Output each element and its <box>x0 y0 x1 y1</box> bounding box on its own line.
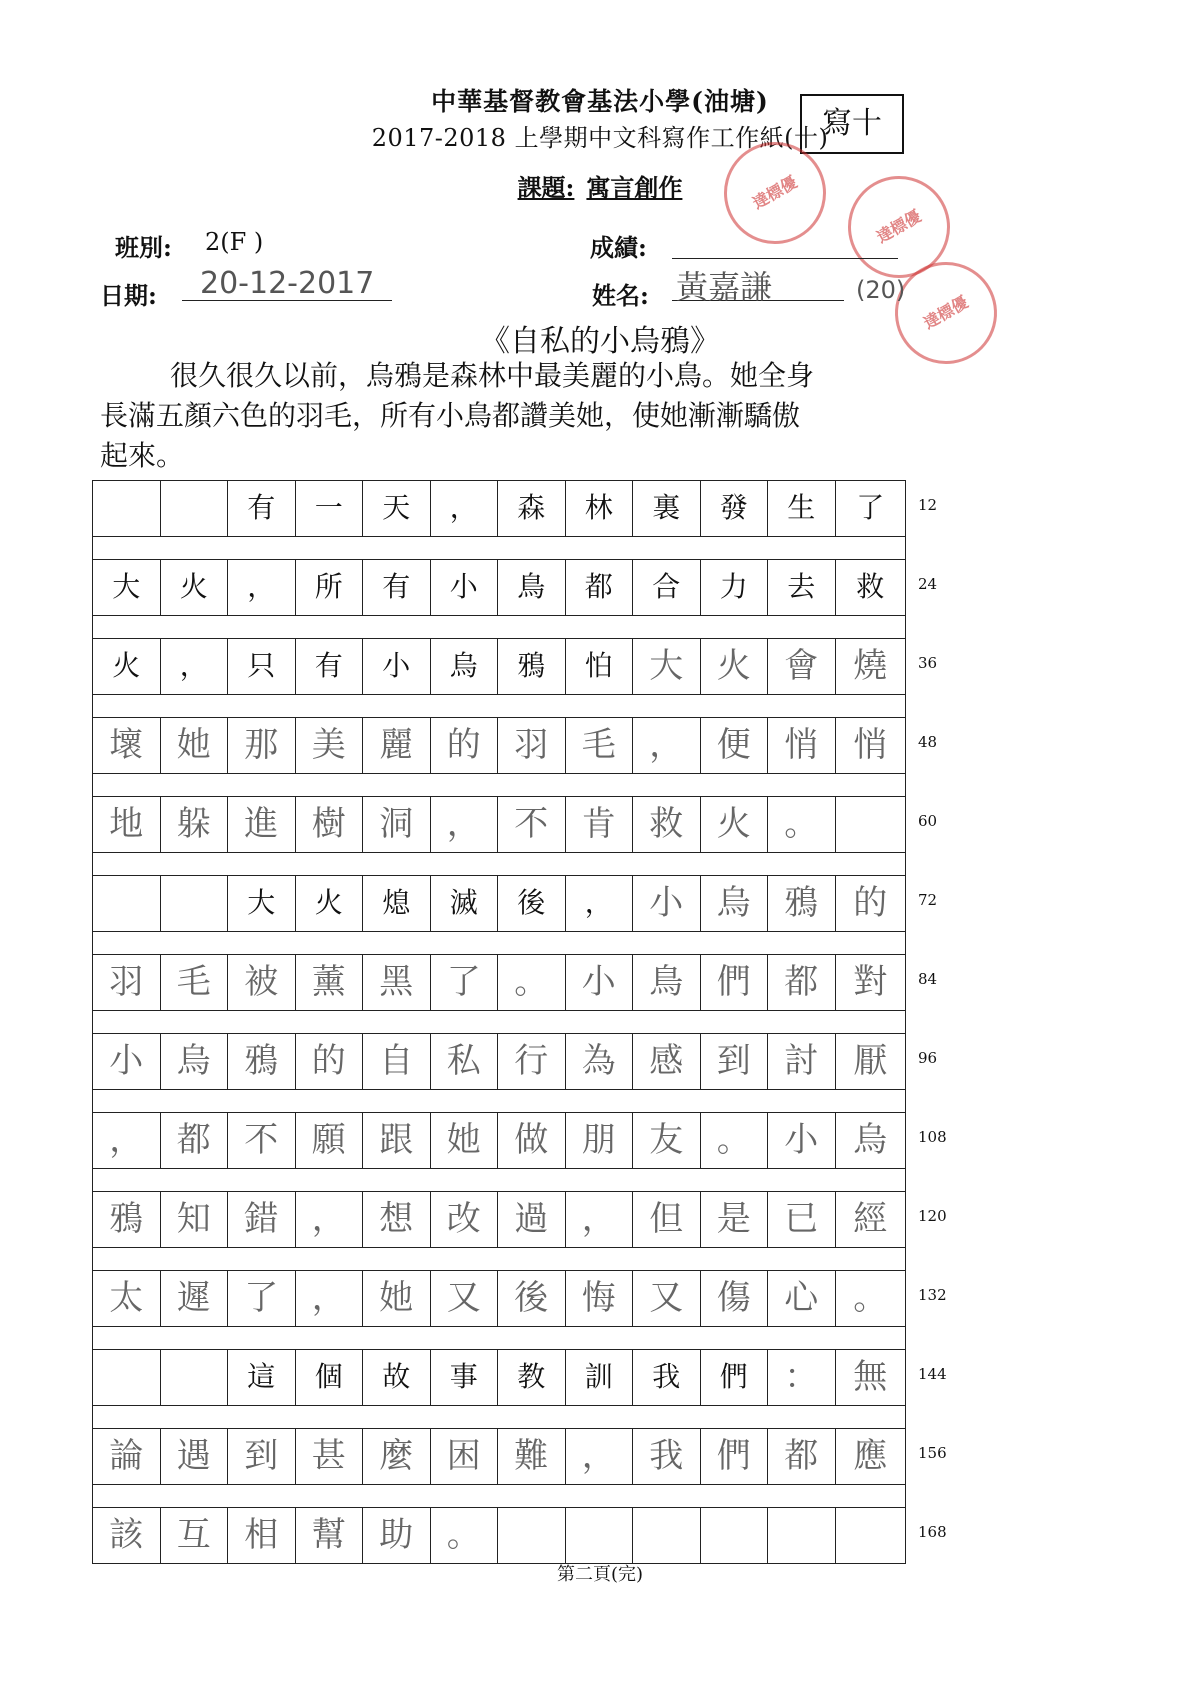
grid-cell <box>633 1508 701 1563</box>
grid-cell: ， <box>566 876 634 931</box>
class-value: 2(F ) <box>205 228 264 256</box>
grid-cell: 發 <box>701 481 769 536</box>
grid-cell: 故 <box>363 1350 431 1405</box>
grid-cell: 自 <box>363 1034 431 1089</box>
grid-cell: 的 <box>853 883 888 923</box>
grid-row-gap <box>92 1011 906 1034</box>
grid-row <box>92 481 906 537</box>
grid-cell: 大 <box>228 876 296 931</box>
grid-row <box>92 1034 906 1090</box>
grid-cell: 了 <box>856 491 885 524</box>
grid-cell: 羽 <box>93 955 161 1010</box>
grid-cell: 有 <box>363 560 431 615</box>
teacher-stamp-3: 達標優 <box>876 243 1015 382</box>
grid-cell: 大 <box>93 560 161 615</box>
grid-cell: 麗 <box>363 718 431 773</box>
grid-row <box>92 876 906 932</box>
grid-row <box>92 1350 906 1406</box>
grid-row-gap <box>92 695 906 718</box>
grid-cell: 。 <box>768 797 836 852</box>
grid-cell: 鳥 <box>498 560 566 615</box>
grid-cell: 羽 <box>498 718 566 773</box>
grid-cell: 們 <box>701 955 769 1010</box>
grid-cell: 小 <box>566 955 634 1010</box>
grid-cell: 她 <box>161 718 229 773</box>
grid-cell: 那 <box>228 718 296 773</box>
char-count: 36 <box>918 654 938 672</box>
grid-cell: 甚 <box>296 1429 364 1484</box>
story-title: 《自私的小烏鴉》 <box>480 324 720 359</box>
grid-cell: 悄 <box>853 725 888 765</box>
grid-cell: 她 <box>431 1113 499 1168</box>
grid-cell: 進 <box>228 797 296 852</box>
grid-row-gap <box>92 774 906 797</box>
grid-cell: 不 <box>228 1113 296 1168</box>
grid-row-gap <box>92 1327 906 1350</box>
grid-cell: 烏 <box>161 1034 229 1089</box>
char-count: 144 <box>918 1365 947 1383</box>
grid-row-gap <box>92 1406 906 1429</box>
grid-cell: 後 <box>498 876 566 931</box>
intro-line-3: 起來。 <box>100 439 185 472</box>
grid-cell: 去 <box>768 560 836 615</box>
class-label: 班別: <box>115 233 172 262</box>
grid-cell: 怕 <box>566 639 634 694</box>
grid-cell <box>498 1508 566 1563</box>
char-count: 84 <box>918 970 938 988</box>
grid-cell: 有 <box>296 639 364 694</box>
grid-cell: 幫 <box>296 1508 364 1563</box>
grid-cell: 做 <box>498 1113 566 1168</box>
grid-cell: ， <box>633 718 701 773</box>
grid-row-gap <box>92 932 906 955</box>
grid-cell: 遇 <box>161 1429 229 1484</box>
grid-cell: 。 <box>701 1113 769 1168</box>
page-footer: 第二頁(完) <box>556 1564 644 1585</box>
grid-cell: 互 <box>161 1508 229 1563</box>
grid-cell: 又 <box>633 1271 701 1326</box>
grid-cell: 這 <box>228 1350 296 1405</box>
grid-cell: 們 <box>701 1429 769 1484</box>
grid-cell <box>566 1508 634 1563</box>
grid-row <box>92 797 906 853</box>
grid-cell: 都 <box>161 1113 229 1168</box>
grid-cell: 滅 <box>431 876 499 931</box>
grid-cell: 悔 <box>566 1271 634 1326</box>
char-count: 120 <box>918 1207 947 1225</box>
grid-cell: 地 <box>93 797 161 852</box>
name-label: 姓名: <box>592 281 649 310</box>
grid-cell: 過 <box>498 1192 566 1247</box>
grid-cell: 都 <box>768 1429 836 1484</box>
score-label: 成績: <box>590 233 647 262</box>
grid-cell: 行 <box>498 1034 566 1089</box>
grid-cell <box>836 1508 906 1563</box>
grid-cell: 傷 <box>701 1271 769 1326</box>
grid-cell: 是 <box>701 1192 769 1247</box>
grid-cell: ， <box>93 1113 161 1168</box>
grid-cell: 應 <box>853 1436 888 1476</box>
student-number: (20) <box>856 276 906 304</box>
topic-line <box>0 168 1200 203</box>
char-count: 24 <box>918 575 938 593</box>
char-count: 48 <box>918 733 938 751</box>
grid-cell: 鴉 <box>228 1034 296 1089</box>
grid-cell: 烏 <box>431 639 499 694</box>
grid-cell: 小 <box>633 876 701 931</box>
grid-cell: 鳥 <box>633 955 701 1010</box>
char-count: 132 <box>918 1286 947 1304</box>
grid-row-gap <box>92 1485 906 1508</box>
grid-row <box>92 1271 906 1327</box>
teacher-stamp-2: 達標優 <box>829 157 968 296</box>
grid-cell: 小 <box>363 639 431 694</box>
grid-cell: 的 <box>431 718 499 773</box>
grid-row-gap <box>92 616 906 639</box>
grid-cell: 到 <box>701 1034 769 1089</box>
grid-cell: 小 <box>431 560 499 615</box>
grid-row <box>92 1429 906 1485</box>
grid-cell: 大 <box>633 639 701 694</box>
grid-cell: ， <box>296 1192 364 1247</box>
grid-cell: 火 <box>701 639 769 694</box>
grid-row <box>92 1192 906 1248</box>
grid-cell: 小 <box>93 1034 161 1089</box>
char-count: 108 <box>918 1128 947 1146</box>
name-value: 黃嘉謙 <box>676 268 773 306</box>
grid-cell: 感 <box>633 1034 701 1089</box>
grid-cell: 事 <box>431 1350 499 1405</box>
grid-cell: 薰 <box>296 955 364 1010</box>
grid-cell: 教 <box>498 1350 566 1405</box>
grid-cell <box>93 876 161 931</box>
grid-cell: 跟 <box>363 1113 431 1168</box>
intro-line-2: 長滿五顏六色的羽毛，所有小鳥都讚美她，使她漸漸驕傲 <box>100 399 801 432</box>
grid-cell: 朋 <box>566 1113 634 1168</box>
grid-cell: 助 <box>363 1508 431 1563</box>
grid-cell: 友 <box>633 1113 701 1168</box>
grid-cell: 合 <box>633 560 701 615</box>
grid-cell: 火 <box>701 797 769 852</box>
date-value: 20-12-2017 <box>200 266 375 301</box>
grid-cell: 火 <box>296 876 364 931</box>
grid-cell: 了 <box>431 955 499 1010</box>
grid-cell: 。 <box>431 1508 499 1563</box>
grid-cell: 厭 <box>853 1041 888 1081</box>
grid-cell <box>93 1350 161 1405</box>
char-count: 96 <box>918 1049 938 1067</box>
grid-cell: 都 <box>566 560 634 615</box>
grid-cell: 會 <box>768 639 836 694</box>
grid-cell: 論 <box>93 1429 161 1484</box>
grid-cell: 後 <box>498 1271 566 1326</box>
intro-line-1: 很久很久以前，烏鴉是森林中最美麗的小鳥。她全身 <box>170 359 815 392</box>
topic-value: 寓言創作 <box>586 173 683 202</box>
grid-cell: 只 <box>228 639 296 694</box>
grid-cell: ， <box>431 797 499 852</box>
grid-cell: 烏 <box>701 876 769 931</box>
grid-cell: 不 <box>498 797 566 852</box>
char-count: 156 <box>918 1444 947 1462</box>
grid-row-gap <box>92 537 906 560</box>
grid-cell: 們 <box>701 1350 769 1405</box>
grid-cell: 毛 <box>161 955 229 1010</box>
grid-cell: 燒 <box>853 646 888 686</box>
char-count: 72 <box>918 891 938 909</box>
grid-row-gap <box>92 1169 906 1192</box>
grid-cell: ， <box>566 1192 634 1247</box>
grid-cell: 毛 <box>566 718 634 773</box>
grid-row-gap <box>92 853 906 876</box>
grid-cell: 私 <box>431 1034 499 1089</box>
grid-cell: 林 <box>566 481 634 536</box>
grid-row <box>92 639 906 695</box>
grid-cell: 難 <box>498 1429 566 1484</box>
grid-cell: 討 <box>768 1034 836 1089</box>
grid-cell: 無 <box>853 1357 888 1397</box>
grid-cell: 天 <box>363 481 431 536</box>
grid-cell: 困 <box>431 1429 499 1484</box>
grid-cell: 。 <box>853 1278 888 1318</box>
grid-cell: ， <box>431 481 499 536</box>
grid-cell: ： <box>768 1350 836 1405</box>
grid-cell: 願 <box>296 1113 364 1168</box>
grid-cell: 都 <box>768 955 836 1010</box>
grid-cell: 的 <box>296 1034 364 1089</box>
grid-cell: 了 <box>228 1271 296 1326</box>
grid-row <box>92 1508 906 1564</box>
teacher-stamp-1: 達標優 <box>705 123 844 262</box>
grid-cell: 我 <box>633 1350 701 1405</box>
grid-cell: 裏 <box>633 481 701 536</box>
grid-cell: ， <box>566 1429 634 1484</box>
grid-row-gap <box>92 1090 906 1113</box>
grid-cell: ， <box>161 639 229 694</box>
grid-cell <box>768 1508 836 1563</box>
grid-cell: 有 <box>228 481 296 536</box>
grid-cell: 黑 <box>363 955 431 1010</box>
grid-cell: 鴉 <box>93 1192 161 1247</box>
char-count: 60 <box>918 812 938 830</box>
grid-cell: 被 <box>228 955 296 1010</box>
score-field <box>672 228 898 259</box>
grid-cell: 小 <box>768 1113 836 1168</box>
grid-row <box>92 1113 906 1169</box>
grid-cell: 遲 <box>161 1271 229 1326</box>
grid-cell: 火 <box>161 560 229 615</box>
grid-cell: 熄 <box>363 876 431 931</box>
grid-cell: 已 <box>768 1192 836 1247</box>
grid-cell: 為 <box>566 1034 634 1089</box>
worksheet-code-box: 寫十 <box>800 94 904 154</box>
grid-row <box>92 718 906 774</box>
grid-cell: 個 <box>296 1350 364 1405</box>
school-name: 中華基督教會基法小學(油塘) <box>431 87 769 116</box>
writing-grid <box>92 480 906 1564</box>
topic-label: 課題: <box>517 173 575 202</box>
grid-cell: 相 <box>228 1508 296 1563</box>
grid-cell: ， <box>228 560 296 615</box>
grid-cell: 樹 <box>296 797 364 852</box>
grid-cell: 救 <box>856 570 885 603</box>
grid-cell: 但 <box>633 1192 701 1247</box>
grid-cell: 經 <box>853 1199 888 1239</box>
grid-cell: 到 <box>228 1429 296 1484</box>
grid-cell: 洞 <box>363 797 431 852</box>
grid-cell: 火 <box>93 639 161 694</box>
grid-cell: 她 <box>363 1271 431 1326</box>
grid-cell: 麼 <box>363 1429 431 1484</box>
grid-cell <box>161 1350 229 1405</box>
grid-cell: 悄 <box>768 718 836 773</box>
grid-cell: 訓 <box>566 1350 634 1405</box>
story-intro <box>100 356 940 476</box>
grid-cell: 錯 <box>228 1192 296 1247</box>
grid-cell: 美 <box>296 718 364 773</box>
grid-cell: 知 <box>161 1192 229 1247</box>
worksheet-title: 2017-2018 上學期中文科寫作工作紙(十) <box>371 124 829 152</box>
grid-cell: 救 <box>633 797 701 852</box>
grid-cell: 烏 <box>853 1120 888 1160</box>
grid-cell: 一 <box>296 481 364 536</box>
grid-cell: 改 <box>431 1192 499 1247</box>
grid-cell: 力 <box>701 560 769 615</box>
grid-cell: 對 <box>853 962 888 1002</box>
grid-cell: 所 <box>296 560 364 615</box>
grid-cell <box>93 481 161 536</box>
char-count: 12 <box>918 496 938 514</box>
grid-cell <box>161 481 229 536</box>
grid-row-gap <box>92 1248 906 1271</box>
grid-cell <box>161 876 229 931</box>
grid-cell: 太 <box>93 1271 161 1326</box>
grid-cell: 躲 <box>161 797 229 852</box>
grid-cell: 便 <box>701 718 769 773</box>
date-label: 日期: <box>100 281 157 310</box>
grid-cell: 森 <box>498 481 566 536</box>
grid-cell: 生 <box>768 481 836 536</box>
grid-cell: 想 <box>363 1192 431 1247</box>
grid-cell: 。 <box>498 955 566 1010</box>
grid-cell <box>836 797 906 852</box>
grid-cell: 鴉 <box>768 876 836 931</box>
grid-cell: 我 <box>633 1429 701 1484</box>
grid-cell: 該 <box>93 1508 161 1563</box>
grid-cell: 鴉 <box>498 639 566 694</box>
grid-row <box>92 560 906 616</box>
grid-cell: 又 <box>431 1271 499 1326</box>
grid-cell <box>701 1508 769 1563</box>
grid-cell: ， <box>296 1271 364 1326</box>
grid-cell: 心 <box>768 1271 836 1326</box>
grid-row <box>92 955 906 1011</box>
char-count: 168 <box>918 1523 947 1541</box>
grid-cell: 肯 <box>566 797 634 852</box>
grid-cell: 壞 <box>93 718 161 773</box>
